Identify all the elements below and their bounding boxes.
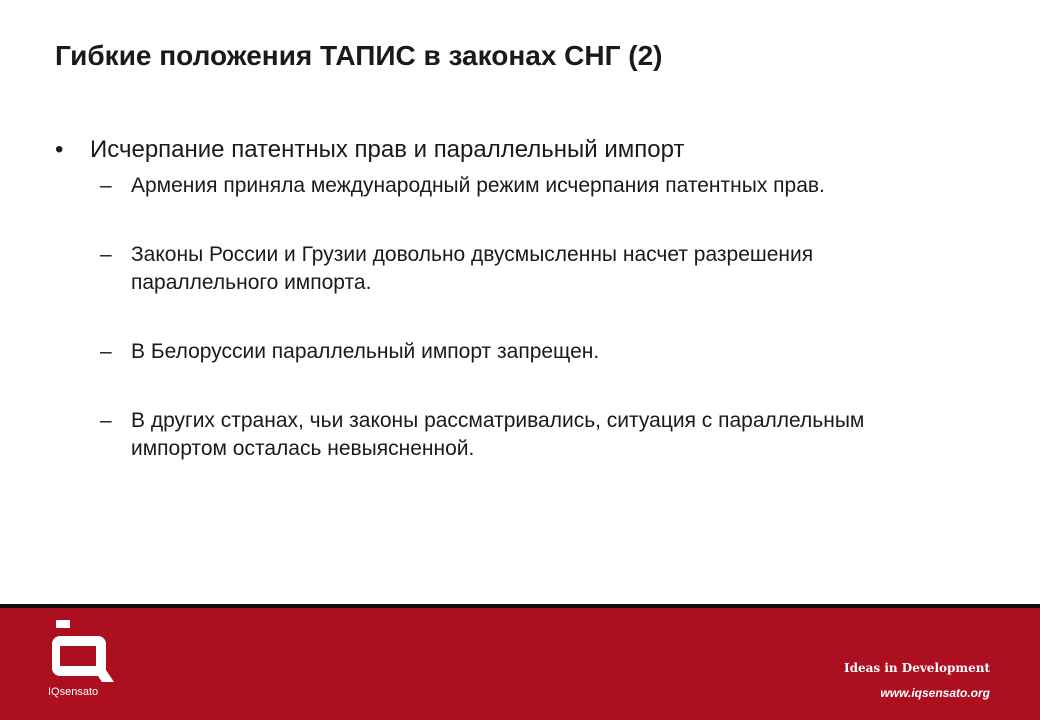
bullet-main	[55, 136, 684, 164]
sub-item-text: Армения приняла международный режим исчерпания патентных прав.	[131, 174, 825, 197]
logo-caption: IQsensato	[48, 686, 99, 698]
sub-item-dash: –	[100, 243, 112, 266]
sub-item	[100, 172, 940, 200]
slide-title: Гибкие положения ТАПИС в законах СНГ (2)	[55, 40, 663, 71]
sub-item-text: В других странах, чьи законы рассматривались, ситуация с параллельным импортом осталась невыясненной.	[131, 409, 865, 460]
sub-item-text: В Белоруссии параллельный импорт запрещен.	[131, 340, 600, 363]
sub-list	[100, 172, 940, 504]
footer-website-link[interactable]: www.iqsensato.org	[880, 686, 990, 700]
sub-item-dash: –	[100, 340, 112, 363]
sub-item-dash: –	[100, 174, 112, 197]
bullet-marker: •	[55, 136, 64, 163]
sub-item-dash: –	[100, 409, 112, 432]
sub-item	[100, 338, 940, 366]
sub-item	[100, 241, 940, 297]
bullet-text: Исчерпание патентных прав и параллельный импорт	[90, 136, 685, 163]
sub-item-text: Законы России и Грузии довольно двусмысленны насчет разрешения параллельного импорта.	[131, 243, 814, 294]
footer-tagline: Ideas in Development	[843, 661, 990, 675]
sub-item	[100, 407, 940, 463]
